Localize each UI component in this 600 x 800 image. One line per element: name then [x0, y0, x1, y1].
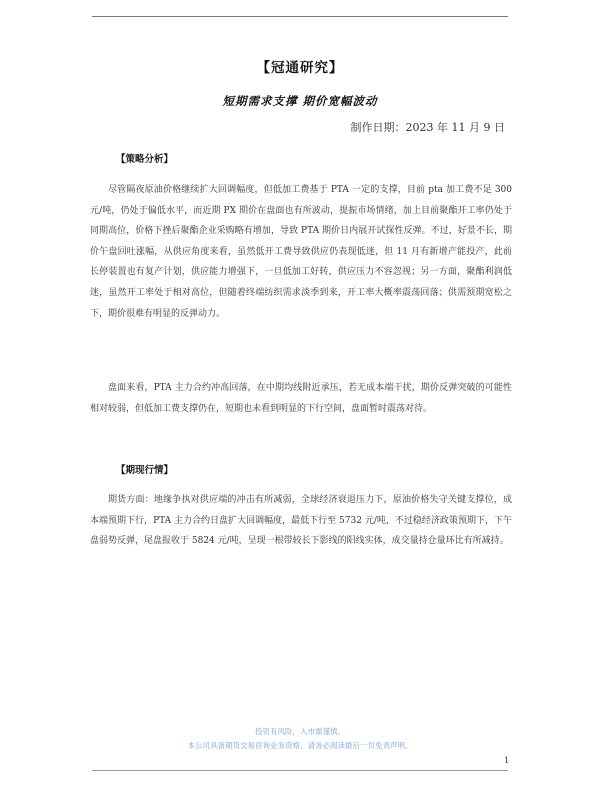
market-section-title: 【期现行情】	[116, 465, 174, 476]
report-date: 制作日期：2023 年 11 月 9 日	[350, 121, 505, 134]
page-number: 1	[504, 756, 510, 765]
strategy-paragraph-1: 尽管隔夜原油价格继续扩大回调幅度，但低加工费基于 PTA 一定的支撑，目前 pta 加工费不足 300 元/吨，仍处于偏低水平，而近期 PX 期价在盘面也有所波动，提振市场情绪，加上目前聚酯开工率仍处于同期高位，价格下挫后聚酯企业采购略有增加，导致 PTA 期价日内展开试探性反弹。不过，好景不长，期价午盘回吐涨幅，从供应角度来看，虽然低开工费导致供应仍表现低迷，但 11 月有新增产能投产，此前长停装置也有复产计划，供应能力增强下，一旦低加工好转，供应压力不容忽视；另一方面，聚酯利润低迷，虽然开工率处于相对高位，但随着终端纺织需求淡季到来，开工率大概率震荡回落；供需预期宽松之下，期价很难有明显的反弹动力。	[90, 185, 512, 319]
strategy-paragraph-2: 盘面来看，PTA 主力合约冲高回落，在中期均线附近承压，若无成本端干扰，期价反弹突破的可能性相对较弱，但低加工费支撑仍在，短期也未看到明显的下行空间，盘面暂时震荡对待。	[90, 383, 512, 414]
header-divider	[92, 16, 508, 17]
report-headline: 短期需求支撑 期价宽幅波动	[222, 94, 378, 108]
license-disclaimer: 本公司具备期货交易咨询业务资格，请务必阅读最后一页免责声明。	[187, 741, 413, 750]
risk-disclaimer: 投资有风险，入市需谨慎。	[255, 727, 345, 736]
report-brand: 【冠通研究】	[256, 60, 344, 76]
footer-divider	[92, 770, 508, 771]
strategy-section-title: 【策略分析】	[116, 154, 174, 165]
market-paragraph-1: 期货方面：地缘争执对供应端的冲击有所减弱，全球经济衰退压力下，原油价格失守关键支撑位，成本端预期下行，PTA 主力合约日盘扩大回调幅度，最低下行至 5732 元/吨，不过稳经济政策预期下，下午盘弱势反弹，尾盘报收于 5824 元/吨，呈现一根带较长下影线的阳线实体，成交量持仓量环比有所减持。	[90, 495, 512, 547]
